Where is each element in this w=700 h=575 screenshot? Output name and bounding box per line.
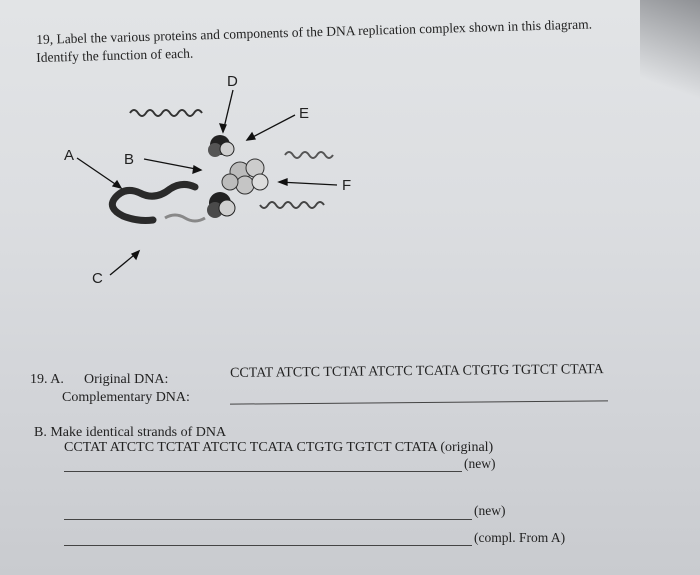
- compl-label: (compl. From A): [474, 530, 566, 545]
- complementary-dna-label: Complementary DNA:: [62, 390, 190, 405]
- question-text-line1: 19, Label the various proteins and components of the DNA replication complex shown in this diagram.: [36, 16, 593, 47]
- diagram-label-a: A: [64, 147, 75, 164]
- new-strand-line-1[interactable]: [64, 471, 462, 472]
- diagram-label-b: B: [124, 151, 135, 168]
- diagram-label-e: E: [299, 105, 310, 122]
- parental-strand-upper: [130, 110, 202, 116]
- arrow-b: [144, 159, 201, 170]
- part-b-sequence: CCTAT ATCTC TCTAT ATCTC TCATA CTGTG TGTCT CTATA (original): [64, 440, 494, 455]
- diagram-label-d: D: [227, 73, 238, 90]
- lagging-strand-light: [165, 215, 205, 221]
- parental-strand-lower: [260, 202, 324, 208]
- new-label-1: (new): [464, 456, 496, 471]
- original-sequence: CCTAT ATCTC TCTAT ATCTC TCATA CTGTG TGTCT CTATA: [230, 362, 604, 381]
- parental-strand-right: [285, 152, 333, 158]
- page-shadow: [640, 0, 700, 120]
- part-b-title: B. Make identical strands of DNA: [34, 425, 227, 440]
- original-dna-label: Original DNA:: [84, 372, 169, 387]
- helicase-complex: [222, 159, 268, 194]
- diagram-label-f: F: [342, 177, 352, 194]
- new-label-2: (new): [474, 503, 506, 518]
- upper-polymerase: [208, 135, 234, 157]
- question-text-line2: Identify the function of each.: [36, 45, 194, 65]
- item-number: 19. A.: [30, 372, 64, 387]
- diagram-label-c: C: [92, 270, 103, 287]
- compl-strand-line[interactable]: [64, 545, 472, 546]
- new-strand-line-2[interactable]: [64, 519, 472, 520]
- arrow-f: [279, 182, 337, 185]
- replication-complex-diagram: [55, 70, 385, 300]
- okazaki-fragments: [112, 184, 195, 220]
- lower-polymerase: [207, 192, 235, 218]
